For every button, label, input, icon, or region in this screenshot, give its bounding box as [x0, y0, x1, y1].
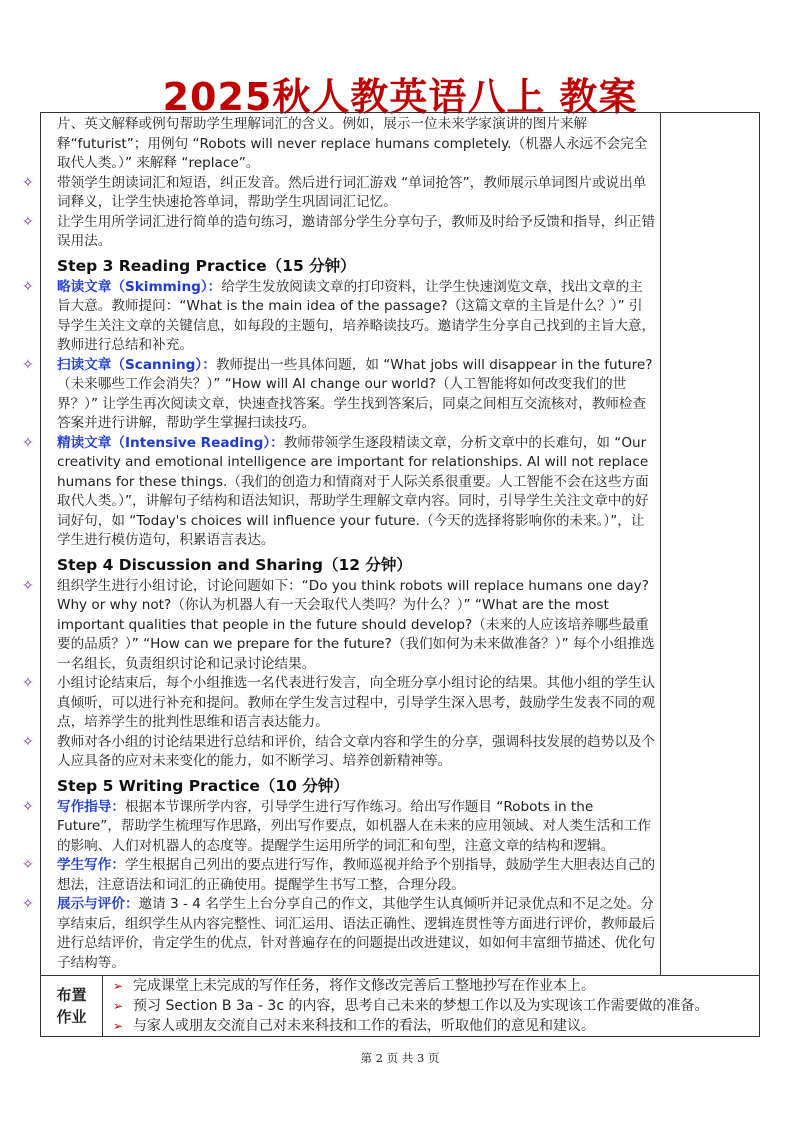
arrow-bullet-icon: ➢ [113, 1019, 124, 1033]
procedure-cell [22, 113, 661, 976]
list-item: ✧ 带领学生朗读词汇和短语，纠正发音。然后进行词汇游戏 “单词抢答”，教师展示单词图片或说出单词释义，让学生快速抢答单词，帮助学生巩固词汇记忆。 [22, 174, 647, 210]
lesson-plan-table [22, 112, 760, 1037]
step5-heading: Step 5 Writing Practice（10 分钟） [57, 776, 349, 795]
arrow-bullet-icon: ➢ [113, 979, 124, 993]
title-year: 2025 [162, 75, 273, 119]
diamond-bullet-icon: ✧ [22, 213, 34, 230]
presentation-label: 展示与评价： [57, 896, 139, 912]
list-item: ✧ 写作指导：根据本节课所学内容，引导学生进行写作练习。给出写作题目 “Robots in the Future”，帮助学生梳理写作思路，列出写作要点，如机器人在未来的应用领域、对人类生活和工作的影响、人们对机器人的态度等。提醒学生运用所学的词汇和句型，注意文章的结构和逻辑。 [22, 798, 652, 854]
diamond-bullet-icon: ✧ [22, 577, 34, 594]
list-item: ✧ 组织学生进行小组讨论，讨论问题如下：“Do you think robots will replace humans one day? Why or why not?（你认为机器人有一天会取代人类吗？为什么？）” “What are the most important qualities that people in the future should develop?（未来的人应该培养哪些最重要的品质？）” “How can we prepare for the future?（我们如何为未来做准备？）” 每个小组推选一名组长，负责组织讨论和记录讨论结果。 [22, 577, 655, 672]
procedure-row [41, 113, 760, 976]
diamond-bullet-icon: ✧ [22, 896, 34, 912]
page-number: 第 2 页 共 3 页 [360, 1051, 440, 1065]
student-writing-label: 学生写作： [57, 857, 125, 873]
diamond-bullet-icon: ✧ [22, 857, 34, 873]
homework-row [41, 976, 760, 1037]
homework-label: 布置 作业 [41, 976, 103, 1037]
list-item: ✧ 扫读文章（Scanning）：教师提出一些具体问题，如 “What jobs will disappear in the future?（未来哪些工作会消失？）” “How will AI change our world?（人工智能将如何改变我们的世界？）” 让学生再次阅读文章，快速查找答案。学生找到答案后，同桌之间相互交流核对，教师检查答案并进行讲解，帮助学生掌握扫读技巧。 [22, 356, 653, 431]
homework-cell [103, 976, 760, 1037]
list-item: ✧ 展示与评价：邀请 3 - 4 名学生上台分享自己的作文，其他学生认真倾听并记录优点和不足之处。分享结束后，组织学生从内容完整性、词汇运用、语法正确性、逻辑连贯性等方面进行评价，教师最后进行总结评价，肯定学生的优点，针对普遍存在的问题提出改进建议，如如何丰富细节描述、优化句子结构等。 [22, 896, 656, 971]
diamond-bullet-icon: ✧ [22, 733, 34, 750]
notes-cell [661, 113, 760, 976]
step4-heading: Step 4 Discussion and Sharing（12 分钟） [57, 555, 412, 574]
diamond-bullet-icon: ✧ [22, 434, 34, 451]
diamond-bullet-icon: ✧ [22, 675, 34, 691]
scanning-label: 扫读文章（Scanning）： [57, 356, 216, 373]
homework-item: ➢ 预习 Section B 3a - 3c 的内容，思考自己未来的梦想工作以及为实现该工作需要做的准备。 [113, 998, 709, 1014]
skimming-label: 略读文章（Skimming）： [57, 278, 222, 295]
title-tag: 教案 [559, 75, 638, 119]
diamond-bullet-icon: ✧ [22, 278, 34, 295]
title-text: 秋人教英语八上 [272, 75, 546, 119]
list-item: ✧ 让学生用所学词汇进行简单的造句练习，邀请部分学生分享句子，教师及时给予反馈和指导，纠正错误用法。 [22, 213, 656, 249]
arrow-bullet-icon: ➢ [113, 999, 124, 1013]
list-item: ✧ 学生写作：学生根据自己列出的要点进行写作，教师巡视并给予个别指导，鼓励学生大胆表达自己的想法，注意语法和词汇的正确使用。提醒学生书写工整，合理分段。 [22, 857, 656, 893]
diamond-bullet-icon: ✧ [22, 356, 34, 373]
paragraph-intro: 片、英文解释或例句帮助学生理解词汇的含义。例如，展示一位未来学家演讲的图片来解释“futurist”；用例句 “Robots will never replace humans completely.（机器人永远不会完全取代人类。）” 来解释 “replace”。 [57, 116, 648, 171]
list-item: ✧ 教师对各小组的讨论结果进行总结和评价，结合文章内容和学生的分享，强调科技发展的趋势以及个人应具备的应对未来变化的能力，如不断学习、培养创新精神等。 [22, 733, 656, 769]
list-item: ✧ 精读文章（Intensive Reading）：教师带领学生逐段精读文章，分析文章中的长难句，如 “Our creativity and emotional intelligence are important for relationships. AI will not replace humans for these things.（我们的创造力和情商对于人际关系很重要。人工智能不会在这些方面取代人类。）”，讲解句子结构和语法知识，帮助学生理解文章内容。同时，引导学生关注文章中的好词好句，如 “Today's choices will influence your future.（今天的选择将影响你的未来。）”，让学生进行模仿造句，积累语言表达。 [22, 434, 649, 548]
diamond-bullet-icon: ✧ [22, 174, 34, 191]
list-item: ✧ 略读文章（Skimming）：给学生发放阅读文章的打印资料，让学生快速浏览文章，找出文章的主旨大意。教师提问：“What is the main idea of the passage?（这篇文章的主旨是什么？）” 引导学生关注文章的关键信息，如每段的主题句，培养略读技巧。邀请学生分享自己找到的主旨大意，教师进行总结和补充。 [22, 278, 656, 353]
list-item: ✧ 小组讨论结束后，每个小组推选一名代表进行发言，向全班分享小组讨论的结果。其他小组的学生认真倾听，可以进行补充和提问。教师在学生发言过程中，引导学生深入思考，鼓励学生发表不同的观点，培养学生的批判性思维和语言表达能力。 [22, 675, 656, 730]
homework-item: ➢ 与家人或朋友交流自己对未来科技和工作的看法，听取他们的意见和建议。 [113, 1018, 595, 1034]
homework-item: ➢ 完成课堂上未完成的写作任务，将作文修改完善后工整地抄写在作业本上。 [113, 978, 595, 994]
diamond-bullet-icon: ✧ [22, 798, 34, 815]
intensive-reading-label: 精读文章（Intensive Reading）： [57, 434, 284, 451]
step3-heading: Step 3 Reading Practice（15 分钟） [57, 256, 356, 275]
writing-guidance-label: 写作指导： [57, 798, 125, 815]
